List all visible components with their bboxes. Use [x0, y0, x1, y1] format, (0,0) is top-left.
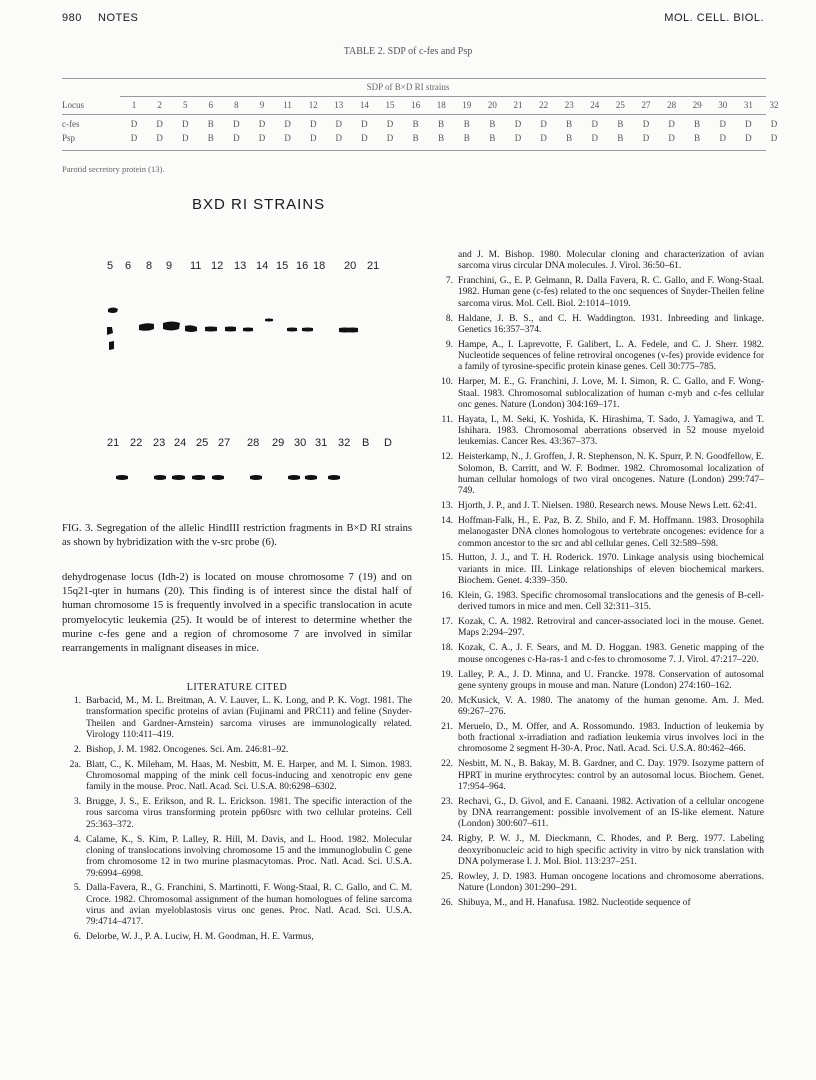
- reference-text: Meruelo, D., M. Offer, and A. Rossomundo. 1983. Induction of leukemia by both fractional x-irradiation and radiation leukemia virus involves loci in the chromosome 2 segment H-30-A. Proc. Natl. Acad. Sci. U.S.A. 80:462–466.: [458, 721, 764, 755]
- table-cell: D: [233, 119, 240, 129]
- table-cell: D: [386, 119, 394, 129]
- lane-label: 25: [196, 437, 209, 449]
- table-strain-header: 20: [487, 100, 497, 110]
- reference-text: Heisterkamp, N., J. Groffen, J. R. Stephenson, N. K. Spurr, P. N. Goodfellow, E. Solomon, B. Carritt, and W. F. Bodmer. 1982. Chromosomal localization of human cellular homologs of two viral oncogenes. Nature (London) 299:747–749.: [458, 452, 764, 497]
- table-row-label: c-fes: [62, 119, 80, 129]
- lane-label: 23: [153, 437, 166, 449]
- table-cell: B: [438, 133, 445, 143]
- table-cell: D: [745, 119, 752, 129]
- reference-number: 25.: [441, 871, 453, 882]
- reference-text: Hampe, A., I. Laprevotte, F. Galibert, L. A. Fedele, and C. J. Sherr. 1982. Nucleotide sequences of feline retroviral oncogenes (v-fes) provide evidence for a family of tyrosine-specific protein kinase genes. Cell 30:775–785.: [458, 339, 764, 373]
- reference-number: 18.: [441, 643, 453, 654]
- table-strain-header: 1: [131, 100, 137, 110]
- table-cell: D: [309, 119, 317, 129]
- reference-item: [434, 377, 764, 411]
- reference-text: Blatt, C., K. Mileham, M. Haas, M. Nesbitt, M. E. Harper, and M. I. Simon. 1983. Chromosomal mapping of the mink cell focus-inducing and xenotropic env gene family in the mouse. Proc. Natl. Acad. Sci. U.S.A. 80:6298–6302.: [86, 759, 412, 793]
- table-cell: D: [181, 133, 189, 143]
- table-subtitle: SDP of B×D RI strains: [366, 82, 450, 92]
- table-strain-header: 23: [564, 100, 574, 110]
- lane-label: 27: [218, 437, 231, 449]
- reference-item: [434, 314, 764, 337]
- table-cell: B: [412, 119, 419, 129]
- table-row-cfes: [62, 119, 778, 131]
- lane-label: 11: [190, 260, 202, 272]
- table-strain-header: 22: [539, 100, 549, 110]
- table-cell: B: [566, 119, 573, 129]
- table-cell: B: [463, 133, 470, 143]
- journal-name: MOL. CELL. BIOL.: [664, 12, 764, 24]
- reference-item: [434, 591, 764, 614]
- table-cell: B: [694, 119, 701, 129]
- references-left-column: [62, 696, 412, 947]
- table-cell: D: [156, 119, 163, 129]
- table-cell: D: [130, 119, 138, 129]
- table-cell: D: [361, 119, 368, 129]
- table-cell: D: [284, 133, 291, 143]
- reference-text: Calame, K., S. Kim, P. Lalley, R. Hill, M. Davis, and L. Hood. 1982. Molecular cloning of translocations involving chromosome 15 and the immunoglobulin C gene from chromosome 12 in two murine plasmacytomas. Proc. Natl. Acad. Sci. U.S.A. 79:6994–6998.: [86, 834, 412, 879]
- table-strain-header: 8: [234, 100, 239, 110]
- reference-number: 22.: [441, 759, 453, 770]
- reference-number: 6.: [73, 932, 81, 943]
- table-rule-sub: [120, 96, 766, 97]
- table-cell: D: [156, 133, 163, 143]
- table-strain-header: 5: [182, 100, 188, 110]
- table-rule-bottom: [62, 150, 766, 151]
- reference-number: 1.: [73, 696, 81, 706]
- lane-label: 6: [125, 260, 132, 272]
- lane-label: 5: [107, 260, 114, 272]
- reference-number: 15.: [441, 553, 453, 564]
- reference-item: [434, 617, 764, 640]
- reference-number: 19.: [441, 669, 453, 680]
- table-strain-header: 12: [308, 100, 318, 110]
- lane-label: 15: [276, 260, 289, 272]
- table-strain-header: 11: [283, 100, 292, 110]
- table-cell: B: [412, 133, 419, 143]
- reference-number: 3.: [73, 797, 81, 808]
- table-cell: D: [745, 133, 752, 143]
- table-header-row: [62, 100, 779, 112]
- table-strain-header: 9: [259, 100, 265, 110]
- table-cell: D: [770, 119, 778, 129]
- table-cell: B: [566, 133, 573, 143]
- reference-text: Kozak, C. A. 1982. Retroviral and cancer-associated loci in the mouse. Genet. Maps 2:294–297.: [458, 617, 764, 639]
- reference-text: Kozak, C. A., J. F. Sears, and M. D. Hoggan. 1983. Genetic mapping of the mouse oncogenes c-Ha-ras-1 and c-fes to chromosome 7. J. Virol. 47:217–220.: [458, 643, 764, 665]
- table-row-psp: [62, 133, 778, 145]
- reference-number: 17.: [441, 617, 453, 628]
- reference-text: Harper, M. E., G. Franchini, J. Love, M. I. Simon, R. C. Gallo, and F. Wong-Staal. 1983. Chromosomal sublocalization of human c-myb and c-fes cellular onc genes. Nature (London) 304:169–171.: [458, 377, 764, 410]
- table-cell: B: [694, 133, 701, 143]
- table-cell: D: [335, 119, 343, 129]
- table-strain-header: 14: [359, 100, 369, 110]
- table-footnote: Parotid secretory protein (13).: [62, 164, 165, 174]
- reference-number: 10.: [441, 377, 453, 388]
- reference-item: [434, 516, 764, 550]
- table-cell: B: [489, 119, 496, 129]
- reference-number: 20.: [441, 695, 453, 706]
- reference-number: 16.: [441, 590, 453, 601]
- reference-item: [62, 745, 412, 756]
- reference-item: [434, 696, 764, 719]
- table-cell: B: [617, 133, 624, 143]
- table-cell: B: [617, 119, 624, 129]
- table-cell: D: [181, 119, 189, 129]
- southern-blot-image: [60, 290, 360, 500]
- lane-label: D: [384, 437, 392, 449]
- reference-item: [62, 696, 412, 741]
- reference-text: McKusick, V. A. 1980. The anatomy of the human genome. Am. J. Med. 69:267–276.: [458, 695, 764, 717]
- reference-item: [434, 340, 764, 374]
- reference-item: [434, 797, 764, 831]
- table-cell: D: [130, 133, 138, 143]
- reference-text: Lalley, P. A., J. D. Minna, and U. Francke. 1978. Conservation of autosomal gene synteny groups in mouse and man. Nature (London) 274:160–162.: [458, 669, 764, 691]
- reference-text: Shibuya, M., and H. Hanafusa. 1982. Nucleotide sequence of: [458, 898, 691, 909]
- table-cell: D: [668, 119, 675, 129]
- table-strain-header: 21: [513, 100, 523, 110]
- lane-label: 28: [247, 437, 260, 449]
- table-cell: D: [668, 133, 675, 143]
- reference-item: [434, 722, 764, 756]
- table-strain-header: 13: [334, 100, 344, 110]
- table-cell: D: [309, 133, 317, 143]
- page-number: 980: [62, 12, 82, 24]
- table-strain-header: 32: [769, 100, 779, 110]
- reference-text: Rigby, P. W. J., M. Dieckmann, C. Rhodes, and P. Berg. 1977. Labeling deoxyribonucleic acid to high specific activity in vitro by nick translation with DNA polymerase I. J. Mol. Biol. 113:237–251.: [458, 834, 764, 867]
- lane-label: 22: [130, 437, 143, 449]
- table-cell: D: [642, 119, 650, 129]
- table-strain-header: 27: [641, 100, 651, 110]
- table-title: TABLE 2. SDP of c-fes and Psp: [343, 46, 473, 57]
- reference-text: Bishop, J. M. 1982. Oncogenes. Sci. Am. 246:81–92.: [86, 744, 289, 755]
- reference-number: 8.: [445, 313, 453, 324]
- references-right-column: [434, 250, 764, 913]
- table-strain-header: 16: [411, 100, 421, 110]
- reference-item: [434, 872, 764, 895]
- table-cell: D: [642, 133, 650, 143]
- lane-label: 16: [296, 260, 309, 272]
- table-cell: D: [335, 133, 343, 143]
- lane-label: 9: [166, 260, 173, 272]
- table-rule-top: [62, 78, 766, 79]
- reference-number: 21.: [441, 721, 453, 732]
- reference-text: Haldane, J. B. S., and C. H. Waddington. 1931. Inbreeding and linkage. Genetics 16:357–374.: [458, 313, 764, 335]
- lane-label: 12: [211, 260, 224, 272]
- reference-item: [434, 759, 764, 793]
- lane-label: 24: [174, 437, 187, 449]
- table-cell: B: [489, 133, 496, 143]
- reference-number: 11.: [441, 414, 453, 425]
- reference-text: Hayata, I., M. Seki, K. Yoshida, K. Hirashima, T. Sado, J. Yamagiwa, and T. Ishihara. 1983. Chromosomal aberrations observed in 52 mouse myeloid leukemias. Cancer Res. 43:367–373.: [458, 414, 764, 448]
- reference-number: 9.: [445, 339, 453, 350]
- reference-text: Dalla-Favera, R., G. Franchini, S. Martinotti, F. Wong-Staal, R. C. Gallo, and C. M. Croce. 1982. Chromosomal assignment of the human homologues of feline sarcoma virus and avian myeloblastosis virus onc genes. Proc. Natl. Acad. Sci. U.S.A. 79:4714–4717.: [86, 883, 412, 928]
- literature-cited-heading: LITERATURE CITED: [186, 682, 288, 693]
- reference-number: 13.: [441, 501, 453, 512]
- lane-label: 20: [344, 260, 357, 272]
- reference-number: 23.: [441, 796, 453, 807]
- figure-caption: FIG. 3. Segregation of the allelic HindIII restriction fragments in B×D RI strains as shown by hybridization with the v-src probe (6).: [62, 523, 412, 548]
- table-rule-mid: [62, 114, 766, 115]
- reference-item: [62, 932, 412, 943]
- reference-number: 5.: [73, 883, 81, 894]
- reference-item: [434, 898, 764, 909]
- table-strain-header: 6: [208, 100, 214, 110]
- table-cell: D: [514, 133, 522, 143]
- lane-label: 30: [294, 437, 307, 449]
- lane-label: 31: [315, 437, 328, 449]
- table-cell: D: [386, 133, 394, 143]
- reference-text: Nesbitt, M. N., B. Bakay, M. B. Gardner, and C. Day. 1979. Isozyme pattern of HPRT in murine erythrocytes: control by an autosomal locus. Biochem. Genet. 17:954–964.: [458, 759, 764, 792]
- table-strain-header: 31: [743, 100, 753, 110]
- table-cell: D: [770, 133, 778, 143]
- reference-item: [62, 883, 412, 928]
- reference-number: 2a.: [69, 759, 81, 770]
- reference-text: Brugge, J. S., E. Erikson, and R. L. Erickson. 1981. The specific interaction of the rous sarcoma virus transforming protein pp60src with two cellular proteins. Cell 25:363–372.: [86, 797, 412, 830]
- reference-item: [434, 834, 764, 868]
- reference-number: 24.: [441, 834, 453, 845]
- reference-text: Hoffman-Falk, H., E. Paz, B. Z. Shilo, and F. M. Hoffmann. 1983. Drosophila melanogaster DNA clones homologous to vertebrate oncogenes: evidence for a common ancestor to the src and abl cellular genes. Cell 32:589–598.: [458, 515, 764, 549]
- table-strain-header: 30: [718, 100, 728, 110]
- reference-item: [434, 553, 764, 587]
- reference-text: Franchini, G., E. P. Gelmann, R. Dalla Favera, R. C. Gallo, and F. Wong-Staal. 1982. Human gene (c-fes) related to the onc sequences of Snyder-Theilen feline sarcoma virus. Mol. Cell. Biol. 2:1014–1019.: [458, 276, 764, 309]
- reference-number: 12.: [441, 452, 453, 463]
- table-row-label: Psp: [62, 133, 76, 143]
- table-strain-header: 18: [436, 100, 446, 110]
- lane-label: 29: [272, 437, 285, 449]
- table-cell: D: [540, 133, 547, 143]
- reference-text: Klein, G. 1983. Specific chromosomal translocations and the genesis of B-cell-derived tumors in mice and men. Cell 32:311–315.: [458, 590, 764, 613]
- figure-title: BXD RI STRAINS: [192, 196, 326, 213]
- lane-label: 18: [313, 260, 326, 272]
- reference-item: [434, 670, 764, 693]
- reference-item: [434, 452, 764, 497]
- reference-item: [434, 415, 764, 449]
- table-strain-header: 24: [590, 100, 600, 110]
- table-strain-header: 29: [692, 100, 702, 110]
- reference-number: 4.: [73, 834, 81, 845]
- lane-label: 13: [234, 260, 247, 272]
- reference-text: Barbacid, M., M. L. Breitman, A. V. Lauver, L. K. Long, and P. K. Vogt. 1981. The transformation specific proteins of avian (Fujinami and PRC11) and feline (Snyder-Theilen and Gardner-Arnstein) sarcoma viruses are immunologically related. Virology 110:411–419.: [86, 696, 412, 740]
- table-strain-header: 15: [385, 100, 395, 110]
- table-cell: D: [233, 133, 240, 143]
- reference-text: Rechavi, G., D. Givol, and E. Canaani. 1982. Activation of a cellular oncogene by DNA rearrangement: possible involvement of an IS-like element. Nature (London) 300:607–611.: [458, 796, 764, 830]
- table-cell: D: [591, 133, 599, 143]
- table-cell: D: [540, 119, 547, 129]
- reference-item: [434, 501, 764, 512]
- table-strain-header: 28: [667, 100, 677, 110]
- reference-item: [434, 276, 764, 310]
- table-cell: D: [591, 119, 599, 129]
- lane-label: 8: [146, 260, 153, 272]
- table-cell: D: [719, 133, 727, 143]
- table-cell: D: [258, 133, 266, 143]
- reference-number: 7.: [445, 276, 453, 287]
- lane-label: 21: [107, 437, 120, 449]
- body-paragraph: dehydrogenase locus (Idh-2) is located on mouse chromosome 7 (19) and on 15q21-qter in humans (20). This finding is of interest since the distal half of human chromosome 15 is frequently involved in a specific translocation in acute promyelocytic leukemia (25). It would be of interest to determine whether the murine c-fes gene and a region of chromosome 7 are involved in similar rearrangements in malignant diseases in mice.: [62, 571, 412, 655]
- table-header-label: Locus: [62, 100, 84, 110]
- table-cell: B: [207, 119, 214, 129]
- reference-text: Hutton, J. J., and T. H. Roderick. 1970. Linkage analysis using biochemical variants in mice. III. Linkage relationships of eleven biochemical markers. Biochem. Genet. 4:339–350.: [458, 553, 764, 587]
- table-strain-header: 25: [615, 100, 625, 110]
- table-strain-header: 2: [157, 100, 162, 110]
- reference-item: [434, 643, 764, 666]
- lane-label: 21: [367, 260, 380, 272]
- reference-number: 2.: [73, 744, 81, 755]
- table-cell: D: [284, 119, 291, 129]
- reference-number: 26.: [441, 898, 453, 909]
- section-title: NOTES: [98, 12, 139, 24]
- table-cell: D: [258, 119, 266, 129]
- reference-continuation: and J. M. Bishop. 1980. Molecular cloning and characterization of avian sarcoma virus circular DNA molecules. J. Virol. 36:50–61.: [458, 250, 764, 272]
- reference-number: 14.: [441, 515, 453, 526]
- reference-item: [62, 797, 412, 831]
- reference-item: [62, 835, 412, 880]
- reference-item: [62, 760, 412, 794]
- reference-text: Hjorth, J. P., and J. T. Nielsen. 1980. Research news. Mouse News Lett. 62:41.: [458, 501, 757, 512]
- reference-text: Delorbe, W. J., P. A. Luciw, H. M. Goodman, H. E. Varmus,: [86, 932, 314, 943]
- lane-label: 14: [256, 260, 269, 272]
- table-cell: B: [438, 119, 445, 129]
- table-cell: D: [361, 133, 368, 143]
- table-cell: B: [463, 119, 470, 129]
- table-cell: B: [207, 133, 214, 143]
- table-cell: D: [719, 119, 727, 129]
- lane-label: B: [362, 437, 370, 449]
- lane-label: 32: [338, 437, 351, 449]
- table-strain-header: 19: [462, 100, 472, 110]
- table-cell: D: [514, 119, 522, 129]
- reference-text: Rowley, J. D. 1983. Human oncogene locations and chromosome aberrations. Nature (London) 301:290–291.: [458, 871, 764, 894]
